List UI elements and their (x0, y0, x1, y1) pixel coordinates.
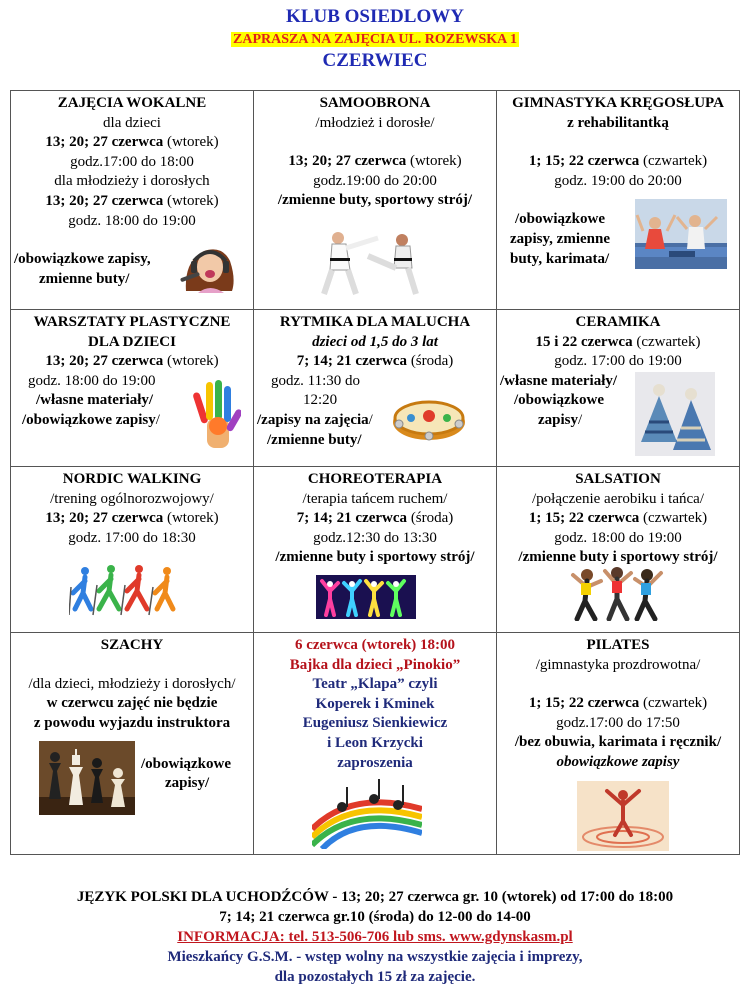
cell-bajka-pinokio (254, 633, 497, 855)
note-line: /obowiązkowe (141, 756, 231, 772)
contact-info-link[interactable]: INFORMACJA: tel. 513-506-706 lub sms. www.gdynskasm.pl (177, 929, 573, 945)
event-line: Eugeniusz Sienkiewicz (302, 715, 448, 732)
time-line: godz. 19:00 do 20:00 (554, 172, 682, 189)
cell-title: SALSATION (575, 471, 661, 487)
dates: 1; 15; 22 czerwca (528, 695, 640, 712)
invitation-text: ZAPRASZA NA ZAJĘCIA UL. ROZEWSKA 1 (233, 32, 517, 47)
audience-text: /dla dzieci, młodzieży i dorosłych/ (28, 675, 236, 692)
month-title: CZERWIEC (322, 50, 428, 71)
club-title: KLUB OSIEDLOWY (286, 6, 464, 27)
note-slash: / (578, 411, 583, 428)
time-line: godz.19:00 do 20:00 (313, 172, 437, 189)
audience-text: /terapia tańcem ruchem/ (302, 490, 448, 507)
audience-text: dla młodzieży i dorosłych (54, 173, 210, 190)
cell-rytmika (254, 310, 497, 467)
time-line-2: 12:20 (303, 392, 338, 409)
cell-warsztaty-plastyczne (11, 310, 254, 467)
footer-language-line-2: 7; 14; 21 czerwca gr.10 (środa) do 12-00 do 14-00 (219, 909, 531, 925)
note-line: buty, karimata/ (510, 250, 610, 267)
dates: 13; 20; 27 czerwca (288, 153, 407, 170)
cell-title: GIMNASTYKA KRĘGOSŁUPA (512, 95, 724, 111)
cell-salsation (497, 467, 740, 633)
cell-szachy (11, 633, 254, 855)
event-line: zaproszenia (337, 754, 413, 771)
cell-title: ZAJĘCIA WOKALNE (57, 95, 207, 111)
audience-text: /połączenie aerobiku i tańca/ (532, 490, 704, 507)
note-text: zapisy (538, 411, 579, 428)
cell-samoobrona (254, 91, 497, 310)
date-line (14, 192, 250, 212)
event-line: Koperek i Kminek (315, 695, 435, 712)
cell-title: CERAMIKA (575, 314, 661, 330)
ceramic-figures-icon (635, 372, 715, 456)
event-line: Teatr „Klapa” czyli (312, 676, 438, 693)
weekday: (wtorek) (406, 153, 462, 170)
weekday: (wtorek) (163, 510, 219, 527)
invitation-banner (0, 30, 750, 48)
weekday: (czwartek) (639, 695, 708, 712)
subtitle-line: z rehabilitantką (567, 114, 669, 131)
weekday: (środa) (407, 510, 454, 527)
note-line: zapisy, zmienne (510, 230, 610, 247)
salsation-dancers-icon (569, 565, 665, 621)
note-line: /obowiązkowe (514, 392, 604, 409)
date-line (14, 509, 250, 529)
note-line: /własne materiały/ (500, 372, 618, 389)
chess-pieces-icon (39, 741, 135, 815)
cell-gimnastyka-kregoslupa (497, 91, 740, 310)
audience-text: /trening ogólnorozwojowy/ (50, 490, 214, 507)
weekday: (czwartek) (639, 153, 708, 170)
dancers-icon (316, 575, 416, 619)
weekday: (wtorek) (163, 192, 219, 209)
weekday: (czwartek) (632, 333, 701, 350)
cell-title: RYTMIKA DLA MALUCHA (279, 314, 471, 330)
dates: 13; 20; 27 czerwca (45, 192, 164, 209)
dates: 13; 20; 27 czerwca (45, 510, 164, 527)
weekday: (środa) (407, 353, 454, 370)
cell-title: SZACHY (100, 637, 164, 653)
cell-nordic-walking (11, 467, 254, 633)
painted-hand-icon (191, 378, 241, 450)
event-date: 6 czerwca (wtorek) 18:00 (294, 637, 456, 653)
audience-text: /gimnastyka prozdrowotna/ (535, 656, 701, 673)
note-line: zmienne buty/ (39, 270, 130, 287)
weekday: (czwartek) (639, 510, 708, 527)
footer-language-line: JĘZYK POLSKI DLA UCHODŹCÓW - 13; 20; 27 czerwca gr. 10 (wtorek) od 17:00 do 18:00 (76, 889, 674, 905)
note-line: /bez obuwia, karimata i ręcznik/ (514, 734, 722, 751)
note-line: /zmienne buty i sportowy strój/ (518, 549, 718, 566)
date-line (14, 352, 250, 372)
dates: 1; 15; 22 czerwca (528, 510, 640, 527)
footer-note: Mieszkańcy G.S.M. - wstęp wolny na wszystkie zajęcia i imprezy, (167, 949, 583, 965)
date-line (257, 352, 493, 372)
audience-text: /młodzież i dorosłe/ (315, 114, 435, 131)
note-line: w czerwcu zajęć nie będzie (46, 695, 218, 712)
date-line (500, 509, 736, 529)
time-line: godz. 18:00 do 19:00 (554, 529, 682, 546)
time-line: godz.17:00 do 18:00 (70, 153, 194, 170)
note-line: zapisy/ (165, 775, 210, 791)
footer (0, 887, 750, 987)
karate-icon (316, 226, 426, 296)
note-line: /zmienne buty, sportowy strój/ (277, 192, 473, 209)
cell-title: WARSZTATY PLASTYCZNE (33, 314, 231, 330)
dates: 15 i 22 czerwca (535, 333, 633, 350)
time-line: godz.12:30 do 13:30 (313, 529, 437, 546)
date-line (257, 509, 493, 529)
time-line: godz. 17:00 do 19:00 (554, 353, 682, 370)
cell-title: NORDIC WALKING (62, 471, 202, 487)
note-line: obowiązkowe zapisy (556, 753, 680, 770)
event-title: Bajka dla dzieci „Pinokio” (289, 656, 461, 673)
cell-title: SAMOOBRONA (319, 95, 431, 111)
nordic-walkers-icon (69, 563, 189, 617)
dates: 1; 15; 22 czerwca (528, 153, 640, 170)
note-line: /obowiązkowe zapisy, (14, 251, 151, 268)
note-slash: / (155, 411, 160, 428)
pilates-figure-icon (577, 781, 669, 851)
singer-icon (176, 241, 242, 293)
cell-choreoterapia (254, 467, 497, 633)
cell-title: CHOREOTERAPIA (307, 471, 443, 487)
date-line (500, 694, 736, 714)
dates: 7; 14; 21 czerwca (296, 510, 408, 527)
date-line (500, 152, 736, 172)
weekday: (wtorek) (163, 353, 219, 370)
music-notes-icon (312, 779, 422, 849)
dates: 7; 14; 21 czerwca (296, 353, 408, 370)
exercise-class-icon (635, 199, 727, 269)
note-line: /zmienne buty/ (267, 431, 362, 448)
note-line: z powodu wyjazdu instruktora (33, 714, 231, 731)
cell-pilates (497, 633, 740, 855)
weekday: (wtorek) (163, 134, 219, 151)
time-line: godz. 18:00 do 19:00 (28, 372, 156, 389)
tambourine-icon (389, 392, 469, 444)
time-line: godz.17:00 do 17:50 (556, 714, 680, 731)
dates: 13; 20; 27 czerwca (45, 134, 164, 151)
date-line (257, 152, 493, 172)
note-text: /obowiązkowe zapisy (22, 411, 156, 428)
cell-title: PILATES (586, 637, 650, 653)
note-text: /zapisy na zajęcia (257, 411, 369, 428)
date-line (14, 133, 250, 153)
audience-text: dzieci od 1,5 do 3 lat (312, 333, 438, 350)
time-line: godz. 18:00 do 19:00 (68, 212, 196, 229)
cell-title-2: DLA DZIECI (88, 333, 176, 350)
date-line (500, 333, 736, 353)
time-line: godz. 11:30 do (271, 372, 361, 389)
note-slash: / (368, 411, 373, 428)
event-line: i Leon Krzycki (327, 734, 423, 751)
note-line: /obowiązkowe (515, 211, 605, 228)
schedule-grid (10, 90, 740, 855)
footer-note-2: dla pozostałych 15 zł za zajęcie. (274, 969, 476, 985)
time-line: godz. 17:00 do 18:30 (68, 529, 196, 546)
note-line: /zmienne buty i sportowy strój/ (275, 549, 475, 566)
cell-zajecia-wokalne (11, 91, 254, 310)
dates: 13; 20; 27 czerwca (45, 353, 164, 370)
cell-ceramika (497, 310, 740, 467)
note-line: /własne materiały/ (36, 392, 154, 409)
audience-text: dla dzieci (103, 114, 161, 131)
